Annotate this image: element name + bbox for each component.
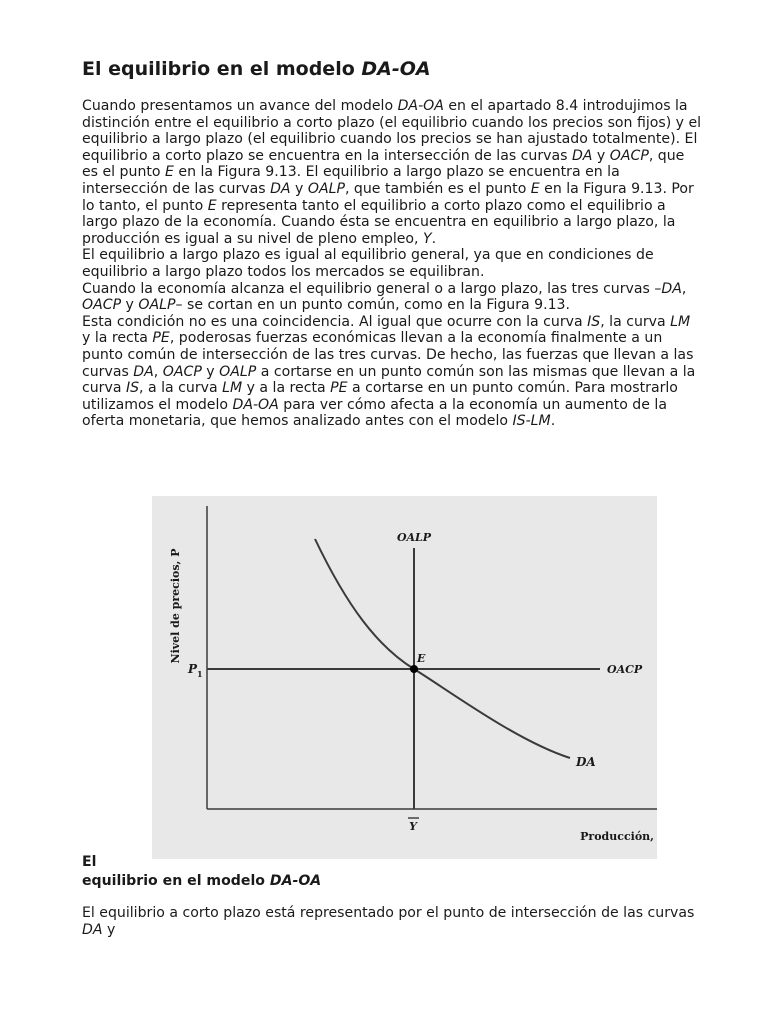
body-paragraph — [82, 98, 702, 247]
italic-term: OALP — [138, 297, 176, 314]
text-run: – se cortan en un punto común, como en la Figura 9.13. — [175, 297, 571, 314]
italic-term: IS-LM — [512, 413, 551, 430]
x-axis-label: Producción, — [580, 830, 654, 843]
italic-term: DA — [270, 180, 291, 197]
italic-term: LM — [222, 380, 243, 397]
italic-term: LM — [670, 313, 691, 330]
text-run: en la Figura 9.13. Por lo tanto, el punto — [82, 180, 694, 214]
italic-term: DA-OA — [397, 98, 444, 114]
text-run: El equilibrio a largo plazo es igual al equilibrio general, ya que en condiciones de equilibrio a largo plazo todos los mercados se equilibran. — [82, 247, 654, 280]
equilibrium-point — [410, 665, 418, 673]
italic-term: DA — [661, 280, 682, 297]
body-paragraph — [82, 314, 702, 430]
text-run: . — [431, 230, 437, 247]
text-run: Cuando presentamos un avance del modelo — [82, 98, 398, 114]
italic-term: DA — [133, 363, 154, 380]
italic-term: E — [530, 180, 540, 197]
text-run: , a la curva — [139, 380, 223, 397]
italic-term: OACP — [162, 363, 202, 380]
caption-line2-prefix: equilibrio en el modelo — [82, 873, 270, 889]
title-prefix: El equilibrio en el modelo — [82, 58, 362, 80]
italic-term: OACP — [609, 147, 649, 164]
text-run: , que es el punto — [82, 147, 685, 181]
text-run: representa tanto el equilibrio a corto plazo como el equilibrio a largo plazo de la economía. Cuando ésta se encuentra en equilibrio a largo plazo, la producción es igual a su nivel de pleno empleo, — [82, 197, 676, 247]
text-run: para ver cómo afecta a la economía un aumento de la oferta monetaria, que hemos analizado antes con el modelo — [82, 396, 667, 430]
ad-as-diagram — [152, 496, 657, 859]
figure-9-13 — [152, 496, 657, 859]
closing-prefix: El equilibrio a corto plazo está representado por el punto de intersección de las curvas — [82, 905, 695, 921]
italic-term: OALP — [307, 180, 345, 197]
oacp-label: OACP — [607, 663, 643, 676]
italic-term: OALP — [219, 363, 257, 380]
italic-term: E — [165, 164, 174, 181]
closing-paragraph — [82, 905, 702, 939]
caption-line1: El — [82, 854, 97, 870]
italic-term: IS — [125, 380, 140, 397]
text-run: y — [121, 297, 139, 314]
italic-term: DA-OA — [232, 396, 279, 413]
title-model: DA-OA — [361, 58, 431, 80]
oalp-label: OALP — [396, 531, 432, 544]
text-run: , que también es el punto — [344, 180, 531, 197]
figure-caption — [82, 853, 321, 891]
text-run: Cuando la economía alcanza el equilibrio general o a largo plazo, las tres curvas – — [82, 280, 662, 297]
text-run: , — [681, 280, 687, 297]
italic-term: DA — [571, 147, 593, 164]
text-run: , — [153, 363, 163, 380]
da-label: DA — [576, 755, 596, 769]
caption-line2-model: DA-OA — [269, 873, 322, 889]
document-title — [82, 56, 431, 82]
text-run: en la Figura 9.13. El equilibrio a largo plazo se encuentra en la intersección de las curvas — [82, 164, 620, 197]
da-curve — [315, 539, 570, 758]
text-run: y — [201, 363, 220, 380]
italic-term: OACP — [82, 297, 122, 314]
body-paragraph — [82, 247, 702, 280]
text-run: y — [592, 147, 610, 164]
y-axis-label: Nivel de precios, P — [169, 548, 182, 664]
text-run: , poderosas fuerzas económicas llevan a la economía finalmente a un punto común de intersección de las tres curvas. De hecho, las fuerzas que llevan a las curvas — [82, 330, 694, 380]
italic-term: PE — [152, 330, 170, 347]
price-subscript: 1 — [197, 669, 203, 679]
text-run: a cortarse en un punto común son las mismas que llevan a la curva — [82, 363, 696, 397]
price-label: P — [188, 662, 198, 676]
text-run: , la curva — [600, 313, 671, 330]
text-run: en el apartado 8.4 introdujimos la distinción entre el equilibrio a corto plazo (el equilibrio cuando los precios son fijos) y el equilibrio a largo plazo (el equilibrio cuando los precios se han ajustado totalmente). El equilibrio a corto plazo se encuentra en la intersección de las curvas — [82, 98, 702, 164]
closing-suffix: y — [102, 922, 116, 938]
output-label: Y — [409, 820, 417, 833]
text-run: y a la recta — [242, 380, 331, 397]
text-run: Esta condición no es una coincidencia. Al igual que ocurre con la curva — [82, 313, 588, 330]
italic-term: E — [207, 197, 217, 214]
italic-term: IS — [587, 313, 601, 330]
point-label: E — [417, 652, 426, 665]
body-text — [82, 98, 702, 430]
text-run: y — [290, 180, 308, 197]
text-run: a cortarse en un punto común. Para mostrarlo utilizamos el modelo — [82, 380, 678, 413]
text-run: y la recta — [82, 330, 153, 347]
body-paragraph — [82, 281, 702, 314]
italic-term: PE — [330, 380, 348, 397]
text-run: . — [550, 413, 556, 430]
italic-term: Y — [423, 230, 432, 247]
closing-italic: DA — [82, 922, 103, 938]
